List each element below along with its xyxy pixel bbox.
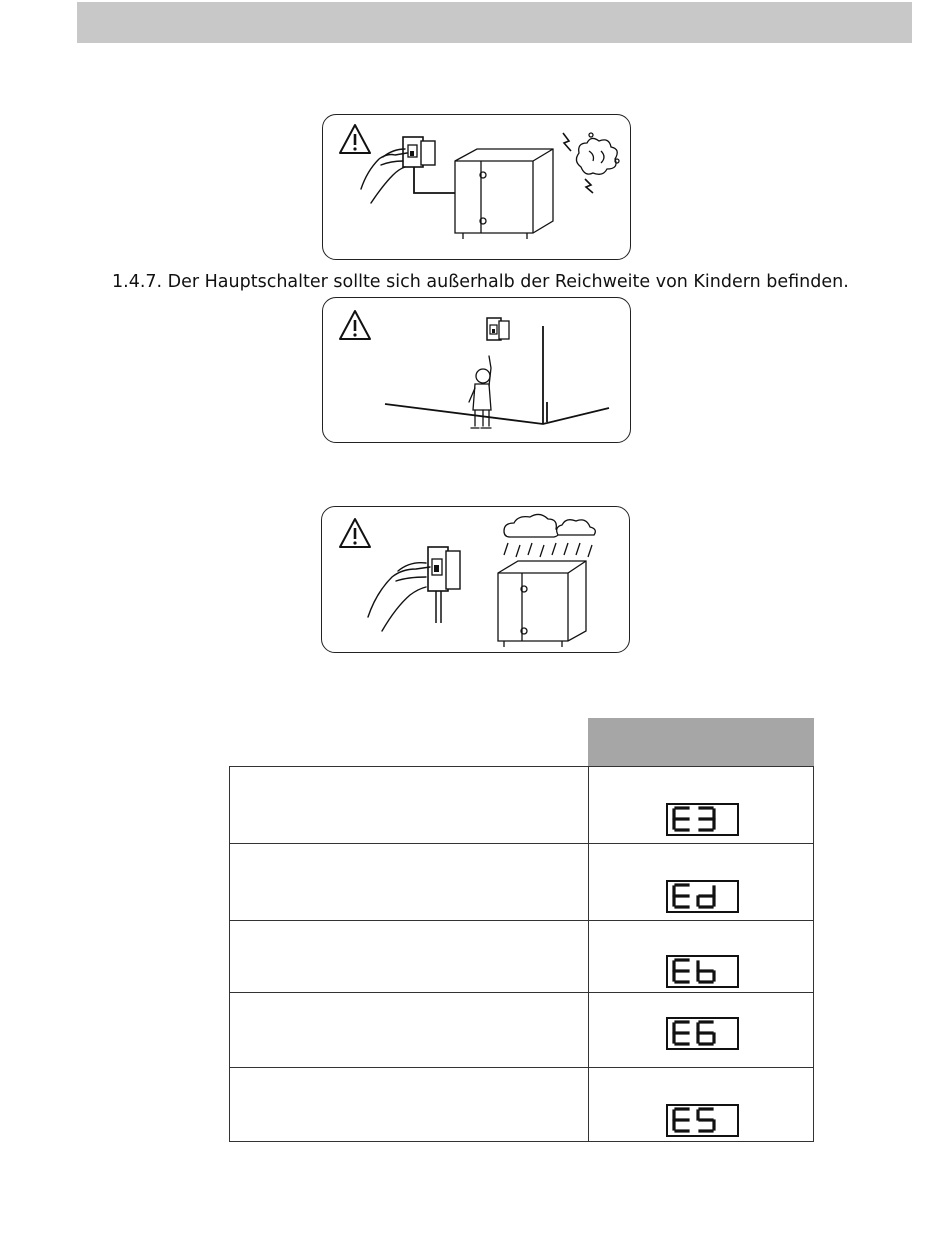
description-cell [230, 993, 589, 1068]
warning-icon [340, 311, 370, 339]
section-text-main-switch: 1.4.7. Der Hauptschalter sollte sich außerhalb der Reichweite von Kindern befinden. [112, 272, 849, 292]
hand-icon [361, 149, 407, 203]
lcd-digits [668, 1106, 737, 1135]
table-row [230, 1068, 814, 1142]
lcd-digits [668, 805, 737, 834]
table-row [230, 844, 814, 921]
code-cell [589, 767, 814, 844]
hand-icon [368, 563, 430, 631]
heat-pump-unit-icon [498, 561, 586, 647]
code-cell [589, 993, 814, 1068]
lcd-digits [668, 1019, 737, 1048]
lcd-display [666, 803, 739, 836]
warning-icon [340, 125, 370, 153]
breaker-switch-icon [487, 318, 509, 340]
rain-cloud-icon [504, 514, 595, 557]
lcd-digits [668, 882, 737, 911]
illustration-panel-child-reach [322, 297, 631, 443]
smoke-icon [576, 133, 619, 174]
heat-pump-unit-icon [455, 149, 553, 239]
description-cell [230, 1068, 589, 1142]
warning-icon [340, 519, 370, 547]
illustration-panel-weather [321, 506, 630, 653]
lcd-display [666, 955, 739, 988]
table-row [230, 921, 814, 993]
table-row [230, 993, 814, 1068]
description-cell [230, 767, 589, 844]
code-cell [589, 844, 814, 921]
breaker-switch-icon [403, 137, 435, 167]
code-cell [589, 1068, 814, 1142]
lcd-display [666, 1017, 739, 1050]
code-cell [589, 921, 814, 993]
lcd-display [666, 1104, 739, 1137]
header-bar [77, 2, 912, 43]
lcd-digits [668, 957, 737, 986]
description-cell [230, 921, 589, 993]
table-header-cell [588, 718, 814, 766]
breaker-switch-icon [428, 547, 460, 623]
error-code-table [229, 766, 814, 1142]
illustration-panel-disconnect [322, 114, 631, 260]
table-row [230, 767, 814, 844]
description-cell [230, 844, 589, 921]
lcd-display [666, 880, 739, 913]
